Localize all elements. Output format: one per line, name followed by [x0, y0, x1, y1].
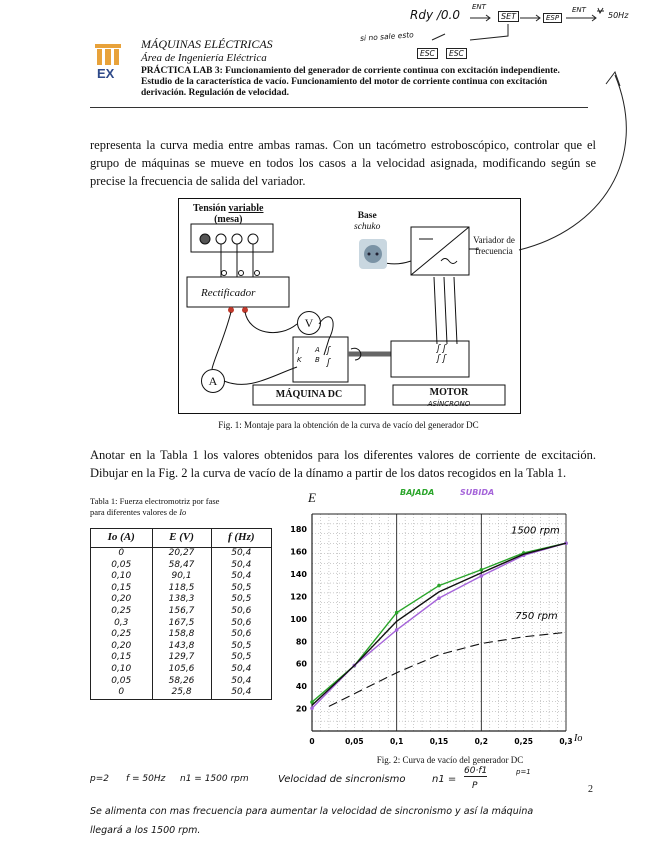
terminals-ab: A B	[315, 346, 320, 364]
label-base	[354, 211, 380, 233]
table-cell: 118,5	[152, 583, 211, 595]
table-caption-line1: Tabla 1: Fuerza electromotriz por fase	[90, 496, 220, 506]
table-cell: 0,25	[91, 629, 153, 641]
table-cell: 0,25	[91, 606, 153, 618]
table-caption-line2: para diferentes valores de	[90, 507, 178, 517]
y-tick-label: 160	[290, 547, 307, 557]
ammeter: A	[201, 369, 225, 393]
label-variador: Variador de frecuencia	[473, 235, 515, 256]
svg-text:ʃ ʃ: ʃ ʃ	[437, 354, 446, 364]
chart-ylabel: E	[308, 490, 316, 505]
data-point	[480, 574, 484, 578]
table-cell: 50,4	[211, 548, 271, 560]
table-cell: 0,3	[91, 618, 153, 630]
x-tick-label: 0	[309, 737, 315, 746]
table-cell: 156,7	[152, 606, 211, 618]
annotation-freq: 50Hz	[608, 11, 629, 20]
paragraph-2: Anotar en la Tabla 1 los valores obtenidos para los diferentes valores de corriente de excitación. Dibujar en la Fig. 2 la curva de vacío de la dínamo a partir de los datos recogidos en la Tabla 1.	[90, 448, 596, 480]
table-cell: 0	[91, 548, 153, 560]
x-tick-label: 0,05	[345, 737, 364, 746]
table-caption-var: Io	[179, 507, 187, 517]
note-n1: n1 = 1500 rpm	[180, 774, 249, 784]
table-body	[91, 548, 272, 700]
table-cell: 58,47	[152, 560, 211, 572]
annotation-rdy: Rdy /0.0	[410, 8, 460, 22]
table-row	[91, 583, 272, 595]
table-1	[90, 528, 272, 700]
label-maquina-dc: MÁQUINA DC	[275, 389, 343, 400]
series-line-2	[312, 543, 566, 705]
voltmeter: V	[297, 311, 321, 335]
page-number: 2	[588, 784, 593, 795]
table-cell: 0	[91, 687, 153, 699]
label-tension-1: Tensión	[193, 203, 226, 214]
table-cell: 25,8	[152, 687, 211, 699]
table-cell: 0,15	[91, 652, 153, 664]
paragraph-1: representa la curva media entre ambas ramas. Con un tacómetro estroboscópico, controlar que el grupo de máquinas se mueve en todos los casos a la velocidad asignada, modificando según se precise la frecuencia de salida del variador.	[90, 138, 596, 188]
x-tick-label: 0,15	[429, 737, 449, 746]
table-cell: 50,6	[211, 618, 271, 630]
table-cell: 50,5	[211, 594, 271, 606]
table-cell: 0,15	[91, 583, 153, 595]
table-cell: 50,4	[211, 560, 271, 572]
practice-title: PRÁCTICA LAB 3: Funcionamiento del generador de corriente continua con excitación independiente. Estudio de la característica de vacío. Funcionamiento del motor de corriente continua con excitación derivación. Regulación de velocidad.	[141, 66, 560, 98]
figure-1-caption: Fig. 1: Montaje para la obtención de la curva de vacío del generador DC	[218, 420, 479, 430]
table-cell: 0,10	[91, 571, 153, 583]
figure-1-frame	[178, 198, 521, 414]
note-p1: p=1	[516, 768, 531, 776]
label-tension-2: variable	[228, 203, 264, 214]
table-cell: 50,4	[211, 571, 271, 583]
note-line-2: Se alimenta con mas frecuencia para aumentar la velocidad de sincronismo y así la máquina	[90, 806, 534, 817]
data-point	[480, 568, 484, 572]
table-row	[91, 571, 272, 583]
label-tension	[193, 203, 263, 225]
table-cell: 50,5	[211, 652, 271, 664]
table-cell: 50,6	[211, 629, 271, 641]
note-velocidad: Velocidad de sincronismo	[278, 774, 406, 785]
data-point	[310, 706, 314, 710]
annotation-1500rpm: 1500 rpm	[510, 525, 560, 537]
annotation-esp: ESP	[543, 13, 562, 23]
label-asincrono: ASÍNCRONO	[427, 400, 471, 408]
data-point	[437, 596, 441, 600]
table-row	[91, 560, 272, 572]
table-cell: 0,20	[91, 594, 153, 606]
table-cell: 50,4	[211, 676, 271, 688]
col-header: f (Hz)	[211, 529, 271, 548]
table-row	[91, 687, 272, 699]
table-cell: 58,26	[152, 676, 211, 688]
table-row	[91, 548, 272, 560]
figure-2-caption: Fig. 2: Curva de vacío del generador DC	[376, 755, 524, 765]
table-row	[91, 641, 272, 653]
table-row	[91, 594, 272, 606]
label-motor: MOTOR	[429, 387, 469, 398]
table-row	[91, 676, 272, 688]
note-formula-den: P	[472, 781, 478, 791]
terminals-jk: J K	[297, 346, 302, 364]
table-row	[91, 664, 272, 676]
table-cell: 138,3	[152, 594, 211, 606]
table-cell: 143,8	[152, 641, 211, 653]
legend-subida: SUBIDA	[460, 488, 495, 497]
note-formula-n: n1 =	[432, 774, 457, 785]
label-tension-3: (mesa)	[214, 214, 243, 225]
figure-2	[290, 484, 600, 776]
table-cell: 167,5	[152, 618, 211, 630]
note-formula-num: 60·f1	[464, 766, 488, 776]
annotation-esc1: ESC	[417, 48, 438, 59]
table-cell: 158,8	[152, 629, 211, 641]
header-divider	[90, 107, 588, 108]
table-cell: 0,20	[91, 641, 153, 653]
annotation-750rpm: 750 rpm	[515, 610, 558, 622]
data-point	[437, 584, 441, 588]
table-cell: 0,05	[91, 560, 153, 572]
col-header: E (V)	[152, 529, 211, 548]
annotation-si-no-sale: si no sale esto	[359, 30, 414, 43]
uex-logo	[91, 42, 125, 82]
table-cell: 0,05	[91, 676, 153, 688]
table-cell: 20,27	[152, 548, 211, 560]
header-area: Área de Ingeniería Eléctrica	[141, 52, 267, 64]
table-cell: 129,7	[152, 652, 211, 664]
y-tick-label: 180	[290, 525, 307, 535]
label-rectificador: Rectificador	[201, 287, 256, 299]
annotation-ent2: ENT	[572, 6, 586, 14]
svg-text:ʃ ʃ: ʃ ʃ	[437, 344, 446, 354]
y-tick-label: 120	[290, 592, 307, 602]
legend-bajada: BAJADA	[400, 488, 435, 497]
note-p: p=2	[90, 774, 109, 784]
table-header-row	[91, 529, 272, 548]
annotation-esc2: ESC	[446, 48, 467, 59]
table-cell: 50,5	[211, 583, 271, 595]
table-row	[91, 606, 272, 618]
y-tick-label: 20	[295, 704, 307, 714]
note-line-3: llegará a los 1500 rpm.	[90, 825, 201, 836]
col-header: Io (A)	[91, 529, 153, 548]
table-cell: 0,10	[91, 664, 153, 676]
logo-text: EX	[97, 66, 115, 81]
table-cell: 50,4	[211, 687, 271, 699]
header-title: MÁQUINAS ELÉCTRICAS	[141, 37, 273, 51]
table-row	[91, 618, 272, 630]
label-base-1: Base	[357, 211, 377, 221]
y-tick-label: 80	[295, 637, 307, 647]
table-cell: 105,6	[152, 664, 211, 676]
table-row	[91, 652, 272, 664]
svg-text:ʃ: ʃ	[327, 346, 331, 356]
annotation-set: SET	[498, 11, 519, 22]
y-tick-label: 40	[295, 682, 307, 692]
data-point	[395, 628, 399, 632]
annotation-ent: ENT	[472, 3, 486, 11]
note-f: f = 50Hz	[126, 774, 166, 784]
y-tick-label: 60	[295, 659, 307, 669]
table-cell: 50,5	[211, 641, 271, 653]
table-cell: 90,1	[152, 571, 211, 583]
x-tick-label: 0,3	[559, 737, 573, 746]
y-tick-label: 140	[290, 570, 307, 580]
x-tick-label: 0,25	[514, 737, 533, 746]
y-tick-label: 100	[290, 614, 307, 624]
x-tick-label: 0,2	[474, 737, 488, 746]
svg-text:ʃ: ʃ	[327, 358, 331, 368]
table-row	[91, 629, 272, 641]
figure-1-diagram	[179, 199, 520, 413]
chart-svg	[290, 484, 600, 762]
label-base-2: schuko	[354, 222, 381, 232]
table-1-caption	[90, 496, 219, 518]
table-cell: 50,6	[211, 606, 271, 618]
chart-xlabel: Io	[574, 733, 583, 744]
x-tick-label: 0,1	[390, 737, 404, 746]
data-point	[395, 611, 399, 615]
table-cell: 50,4	[211, 664, 271, 676]
